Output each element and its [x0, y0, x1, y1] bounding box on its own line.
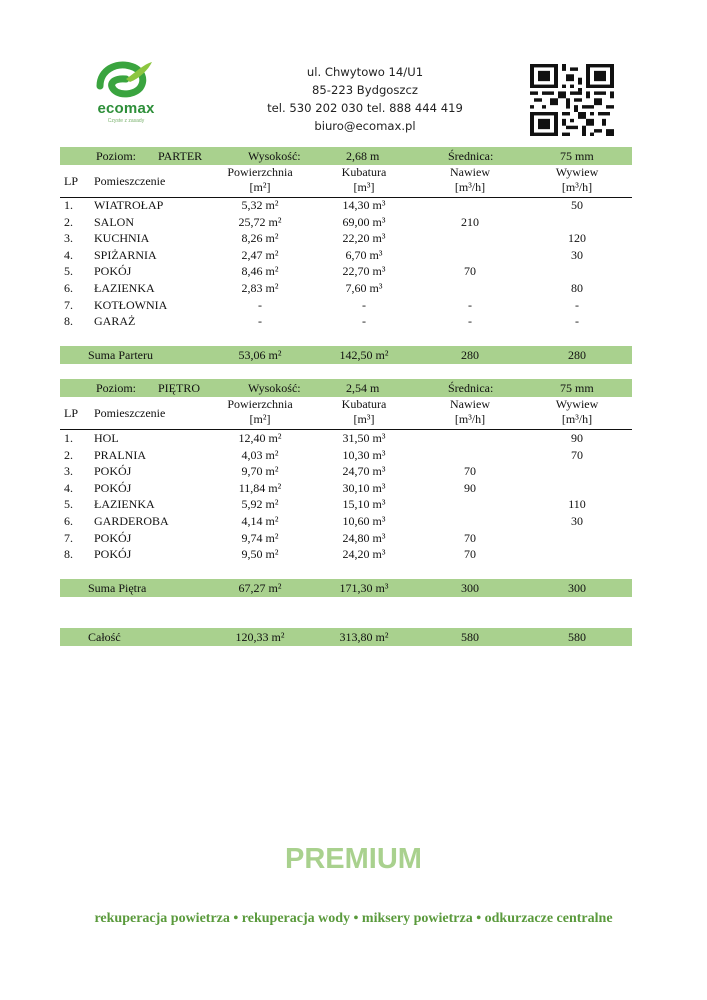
cell-area: 2,83 m²	[241, 281, 279, 295]
col-exhaust-unit: [m³/h]	[561, 412, 593, 426]
cell-volume: 24,80 m³	[342, 530, 386, 545]
sum-exhaust: 300	[568, 581, 586, 595]
total-volume: 313,80 m²	[339, 630, 389, 644]
table-row	[60, 447, 632, 464]
cell-volume: 7,60 m³	[345, 281, 383, 295]
cell-area: -	[258, 297, 262, 312]
cell-area: 4,14 m²	[241, 514, 279, 528]
cell-room: ŁAZIENKA	[94, 281, 155, 295]
table-row	[60, 546, 632, 563]
company-address	[215, 63, 515, 135]
col-lp: LP	[64, 406, 79, 420]
col-volume-title: Kubatura	[341, 397, 387, 411]
col-lp: LP	[64, 174, 79, 188]
parter-level-band	[60, 147, 632, 165]
cell-supply: 70	[464, 530, 476, 545]
sum-volume: 142,50 m²	[339, 348, 389, 362]
table-row	[60, 247, 632, 264]
cell-area: 8,46 m²	[241, 264, 279, 279]
sum-label: Suma Piętra	[88, 581, 147, 595]
table-row	[60, 530, 632, 547]
height-label: Wysokość:	[248, 149, 301, 163]
cell-area: 2,47 m²	[241, 247, 279, 262]
cell-area: 5,92 m²	[241, 497, 279, 512]
col-volume-unit: [m³]	[353, 412, 375, 426]
table-row	[60, 313, 632, 330]
cell-lp: 2.	[64, 214, 73, 229]
level-label: Poziom:	[96, 149, 137, 163]
col-area-title: Powierzchnia	[227, 165, 293, 179]
col-area-title: Powierzchnia	[227, 397, 293, 411]
cell-area: 9,50 m²	[241, 547, 279, 562]
cell-volume: 15,10 m³	[342, 497, 386, 512]
cell-volume: -	[362, 314, 366, 329]
cell-lp: 4.	[64, 480, 73, 495]
cell-area: 25,72 m²	[238, 214, 282, 229]
sum-volume: 171,30 m³	[339, 581, 389, 595]
table-row	[60, 496, 632, 513]
cell-area: 8,26 m²	[241, 231, 279, 246]
total-band	[60, 628, 632, 646]
col-supply-unit: [m³/h]	[454, 180, 486, 194]
logo-tagline: Czyste z zasady	[107, 118, 145, 124]
level-name: PIĘTRO	[158, 381, 200, 395]
cell-lp: 7.	[64, 297, 73, 312]
cell-area: 5,32 m²	[241, 198, 279, 212]
address-email[interactable]: biuro@ecomax.pl	[314, 119, 416, 133]
sum-label: Suma Parteru	[88, 348, 153, 362]
sum-supply: 300	[461, 581, 479, 595]
cell-exhaust: -	[575, 297, 579, 312]
cell-lp: 6.	[64, 281, 73, 295]
col-area	[210, 397, 310, 427]
col-volume	[314, 397, 414, 427]
height-value: 2,54 m	[346, 381, 380, 395]
cell-supply: 90	[464, 480, 476, 495]
table-row	[60, 214, 632, 231]
address-phone: tel. 530 202 030 tel. 888 444 419	[267, 101, 463, 115]
cell-room: ŁAZIENKA	[94, 497, 155, 512]
col-supply	[420, 165, 520, 195]
diameter-label: Średnica:	[448, 149, 494, 163]
col-room: Pomieszczenie	[94, 406, 166, 420]
cell-lp: 6.	[64, 514, 73, 528]
col-area	[210, 165, 310, 195]
cell-room: GARAŻ	[94, 314, 136, 329]
cell-exhaust: -	[575, 314, 579, 329]
cell-room: GARDEROBA	[94, 514, 169, 528]
col-exhaust-title: Wywiew	[555, 397, 599, 411]
footer-services: rekuperacja powietrza • rekuperacja wody • miksery powietrza • odkurzacze centralne	[94, 911, 613, 926]
table-row	[60, 430, 632, 447]
address-street: ul. Chwytowo 14/U1	[306, 65, 424, 79]
sum-exhaust: 280	[568, 348, 586, 362]
col-supply-title: Nawiew	[450, 397, 490, 411]
cell-area: -	[258, 314, 262, 329]
total-label: Całość	[88, 630, 121, 644]
height-value: 2,68 m	[346, 149, 380, 163]
cell-supply: 210	[461, 214, 479, 229]
cell-lp: 5.	[64, 497, 73, 512]
table-row	[60, 230, 632, 247]
cell-exhaust: 110	[568, 497, 586, 512]
cell-volume: 24,70 m³	[342, 464, 386, 479]
cell-volume: 10,60 m³	[342, 514, 386, 528]
cell-exhaust: 30	[571, 514, 583, 528]
sum-area: 67,27 m²	[238, 581, 282, 595]
cell-volume: 31,50 m³	[342, 431, 386, 445]
cell-area: 11,84 m²	[238, 480, 282, 495]
qr-code-icon	[530, 64, 614, 136]
col-supply	[420, 397, 520, 427]
cell-exhaust: 80	[571, 281, 583, 295]
cell-lp: 8.	[64, 547, 73, 562]
cell-exhaust: 90	[571, 431, 583, 445]
cell-room: POKÓJ	[94, 480, 132, 495]
cell-room: SALON	[94, 214, 135, 229]
cell-area: 12,40 m²	[238, 431, 282, 445]
cell-room: POKÓJ	[94, 464, 132, 479]
cell-exhaust: 30	[571, 247, 583, 262]
col-volume-unit: [m³]	[353, 180, 375, 194]
cell-area: 9,74 m²	[241, 530, 279, 545]
table-row	[60, 463, 632, 480]
cell-supply: 70	[464, 464, 476, 479]
table-row	[60, 280, 632, 297]
cell-supply: -	[468, 314, 472, 329]
level-label: Poziom:	[96, 381, 137, 395]
col-supply-title: Nawiew	[450, 165, 490, 179]
pietro-sum-band	[60, 579, 632, 597]
leaf-e-icon	[86, 60, 166, 105]
pietro-column-header	[60, 397, 632, 430]
sum-supply: 280	[461, 348, 479, 362]
cell-room: HOL	[94, 431, 119, 445]
table-row	[60, 480, 632, 497]
cell-lp: 7.	[64, 530, 73, 545]
cell-lp: 1.	[64, 198, 73, 212]
diameter-value: 75 mm	[560, 381, 594, 395]
cell-room: KUCHNIA	[94, 231, 150, 246]
total-exhaust: 580	[568, 630, 586, 644]
cell-volume: 14,30 m³	[342, 198, 386, 212]
premium-title: PREMIUM	[285, 843, 422, 875]
col-exhaust	[527, 165, 627, 195]
pietro-level-band	[60, 379, 632, 397]
col-area-unit: [m²]	[249, 412, 271, 426]
cell-room: SPIŻARNIA	[94, 247, 157, 262]
cell-volume: 10,30 m³	[342, 447, 386, 462]
cell-lp: 2.	[64, 447, 73, 462]
cell-lp: 3.	[64, 464, 73, 479]
ecomax-logo	[86, 60, 166, 132]
col-exhaust	[527, 397, 627, 427]
address-city: 85-223 Bydgoszcz	[312, 83, 418, 97]
cell-room: WIATROŁAP	[94, 198, 164, 212]
logo-wordmark: ecomax	[97, 100, 155, 117]
cell-volume: 24,20 m³	[342, 547, 386, 562]
cell-exhaust: 70	[571, 447, 583, 462]
table-row	[60, 263, 632, 280]
col-volume-title: Kubatura	[341, 165, 387, 179]
total-supply: 580	[461, 630, 479, 644]
parter-sum-band	[60, 346, 632, 364]
cell-room: POKÓJ	[94, 264, 132, 279]
diameter-label: Średnica:	[448, 381, 494, 395]
col-room: Pomieszczenie	[94, 174, 166, 188]
col-exhaust-unit: [m³/h]	[561, 180, 593, 194]
cell-room: POKÓJ	[94, 530, 132, 545]
col-supply-unit: [m³/h]	[454, 412, 486, 426]
cell-volume: 69,00 m³	[342, 214, 386, 229]
diameter-value: 75 mm	[560, 149, 594, 163]
cell-volume: 22,70 m³	[342, 264, 386, 279]
cell-volume: 22,20 m³	[342, 231, 386, 246]
parter-column-header	[60, 165, 632, 198]
cell-exhaust: 50	[571, 198, 583, 212]
col-area-unit: [m²]	[249, 180, 271, 194]
col-volume	[314, 165, 414, 195]
cell-volume: 30,10 m³	[342, 480, 386, 495]
cell-lp: 3.	[64, 231, 73, 246]
cell-area: 4,03 m²	[241, 447, 279, 462]
total-area: 120,33 m²	[235, 630, 285, 644]
cell-supply: -	[468, 297, 472, 312]
cell-area: 9,70 m²	[241, 464, 279, 479]
cell-volume: 6,70 m³	[345, 247, 383, 262]
cell-supply: 70	[464, 264, 476, 279]
level-name: PARTER	[158, 149, 203, 163]
cell-lp: 1.	[64, 431, 73, 445]
cell-room: PRALNIA	[94, 447, 147, 462]
cell-volume: -	[362, 297, 366, 312]
sum-area: 53,06 m²	[238, 348, 282, 362]
table-row	[60, 297, 632, 314]
col-exhaust-title: Wywiew	[555, 165, 599, 179]
cell-lp: 8.	[64, 314, 73, 329]
cell-exhaust: 120	[568, 231, 586, 246]
cell-supply: 70	[464, 547, 476, 562]
table-row	[60, 513, 632, 530]
cell-room: POKÓJ	[94, 547, 132, 562]
cell-lp: 4.	[64, 247, 73, 262]
cell-lp: 5.	[64, 264, 73, 279]
cell-room: KOTŁOWNIA	[94, 297, 168, 312]
height-label: Wysokość:	[248, 381, 301, 395]
table-row	[60, 197, 632, 214]
